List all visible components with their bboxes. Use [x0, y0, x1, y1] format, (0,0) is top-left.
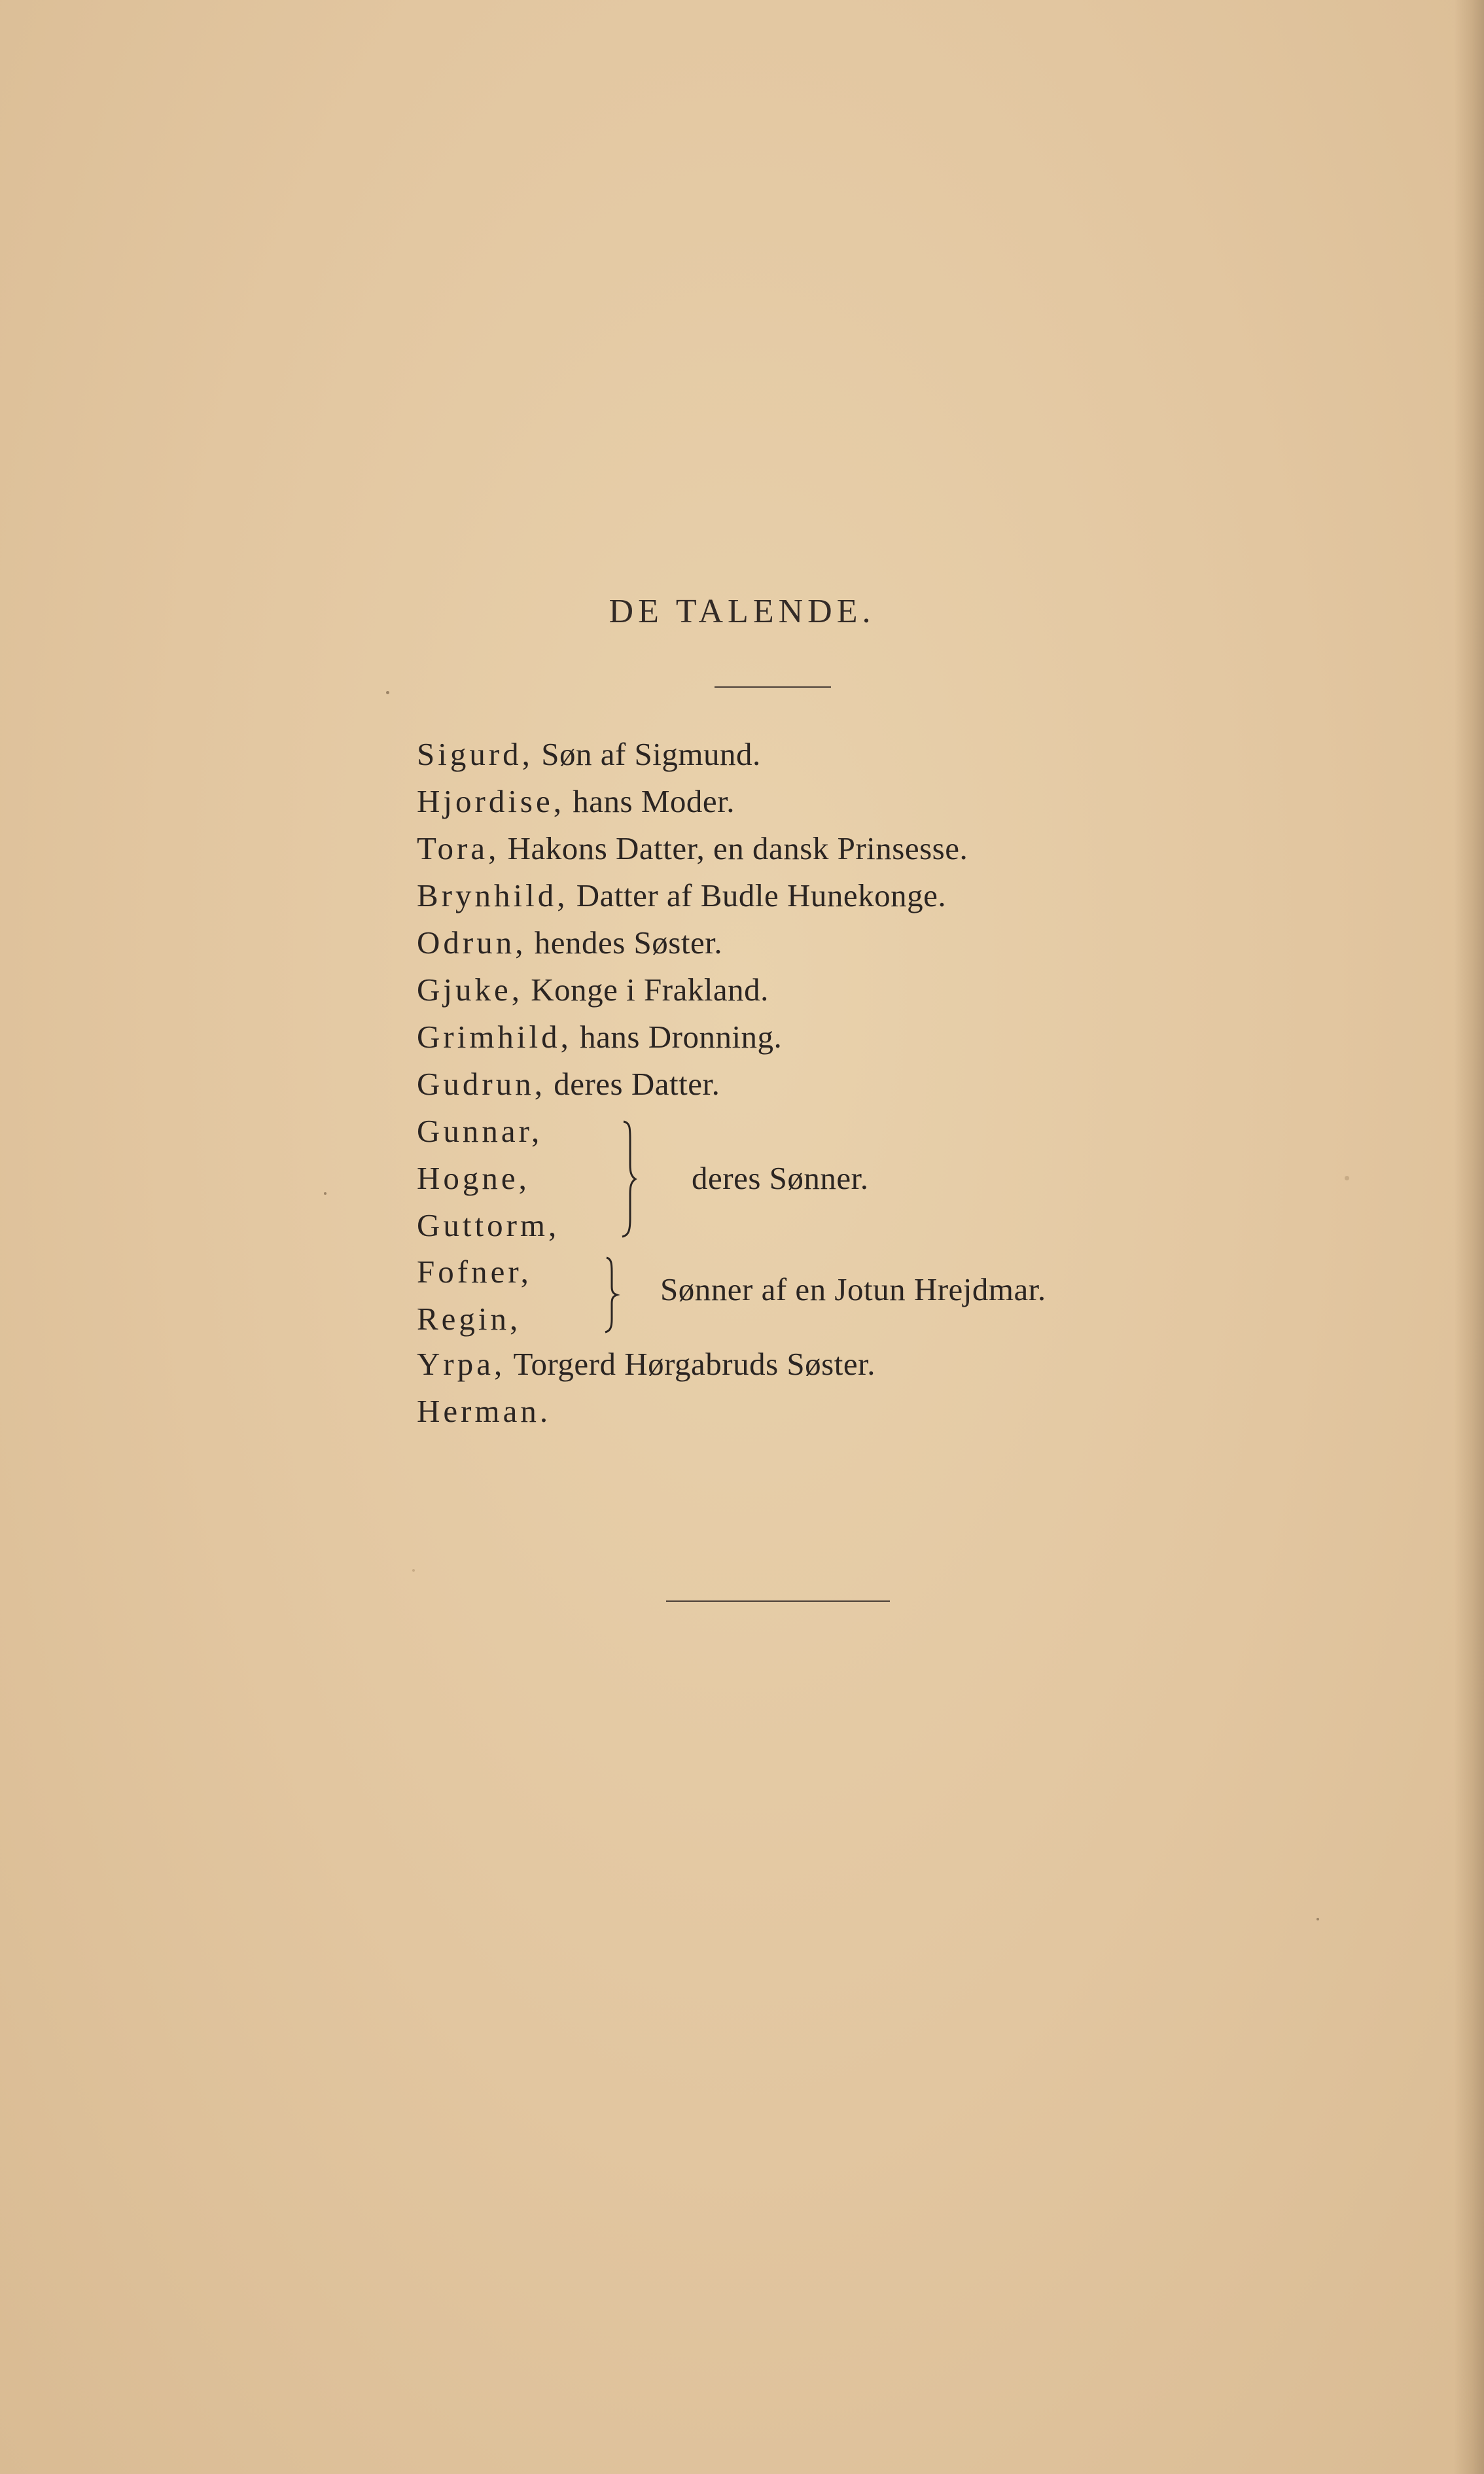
- paper-speck: [324, 1192, 327, 1195]
- cast-name: Gudrun,: [417, 1066, 546, 1102]
- closing-rule: [666, 1600, 890, 1602]
- paper-speck: [1316, 1918, 1319, 1920]
- cast-name: Sigurd,: [417, 736, 533, 772]
- cast-name: Fofner,: [417, 1254, 532, 1290]
- cast-desc: hans Dronning.: [580, 1019, 783, 1055]
- cast-desc: deres Datter.: [554, 1066, 720, 1102]
- cast-entry-herman: [417, 1392, 551, 1431]
- cast-entry-sigurd: [417, 735, 761, 774]
- cast-entry-grimhild: [417, 1017, 782, 1057]
- cast-desc: hendes Søster.: [534, 925, 723, 961]
- cast-desc: Søn af Sigmund.: [541, 736, 761, 772]
- curly-brace-jotun: [603, 1256, 621, 1334]
- cast-entry-brynhild: [417, 876, 946, 915]
- cast-name: Hjordise,: [417, 783, 565, 819]
- cast-desc: hans Moder.: [573, 783, 735, 819]
- group-note-jotun: Sønner af en Jotun Hrejdmar.: [660, 1271, 1046, 1307]
- cast-name: Regin,: [417, 1301, 521, 1337]
- page-edge-shadow: [1454, 0, 1484, 2474]
- paper-speck: [1345, 1176, 1349, 1180]
- cast-name: Grimhild,: [417, 1019, 572, 1055]
- cast-entry-hjordise: [417, 782, 735, 821]
- title-rule: [715, 686, 831, 688]
- cast-name: Yrpa,: [417, 1346, 506, 1382]
- curly-brace-sons: [620, 1120, 639, 1238]
- cast-entry-yrpa: [417, 1345, 875, 1384]
- cast-name: Gjuke,: [417, 972, 523, 1008]
- cast-desc: Datter af Budle Hunekonge.: [576, 877, 947, 913]
- cast-entry-gunnar: [417, 1112, 542, 1151]
- cast-name: Odrun,: [417, 925, 527, 961]
- paper-speck: [386, 691, 389, 694]
- cast-name: Hogne,: [417, 1160, 530, 1196]
- cast-desc: Hakons Datter, en dansk Prinsesse.: [507, 830, 968, 866]
- cast-name: Herman.: [417, 1393, 552, 1429]
- cast-name: Brynhild,: [417, 877, 569, 913]
- cast-entry-tora: [417, 829, 968, 868]
- cast-entry-regin: [417, 1299, 521, 1339]
- cast-name: Guttorm,: [417, 1207, 560, 1243]
- cast-entry-guttorm: [417, 1206, 559, 1245]
- cast-entry-hogne: [417, 1159, 530, 1198]
- cast-entry-fofner: [417, 1252, 532, 1292]
- group-note-sons: deres Sønner.: [692, 1160, 869, 1196]
- cast-name: Tora,: [417, 830, 500, 866]
- cast-desc: Torgerd Hørgabruds Søster.: [513, 1346, 875, 1382]
- cast-name: Gunnar,: [417, 1113, 543, 1149]
- cast-entry-odrun: [417, 923, 722, 963]
- cast-entry-gudrun: [417, 1065, 720, 1104]
- cast-desc: Konge i Frakland.: [531, 972, 769, 1008]
- cast-entry-gjuke: [417, 970, 769, 1010]
- paper-speck: [412, 1569, 415, 1572]
- page-title: DE TALENDE.: [609, 593, 875, 630]
